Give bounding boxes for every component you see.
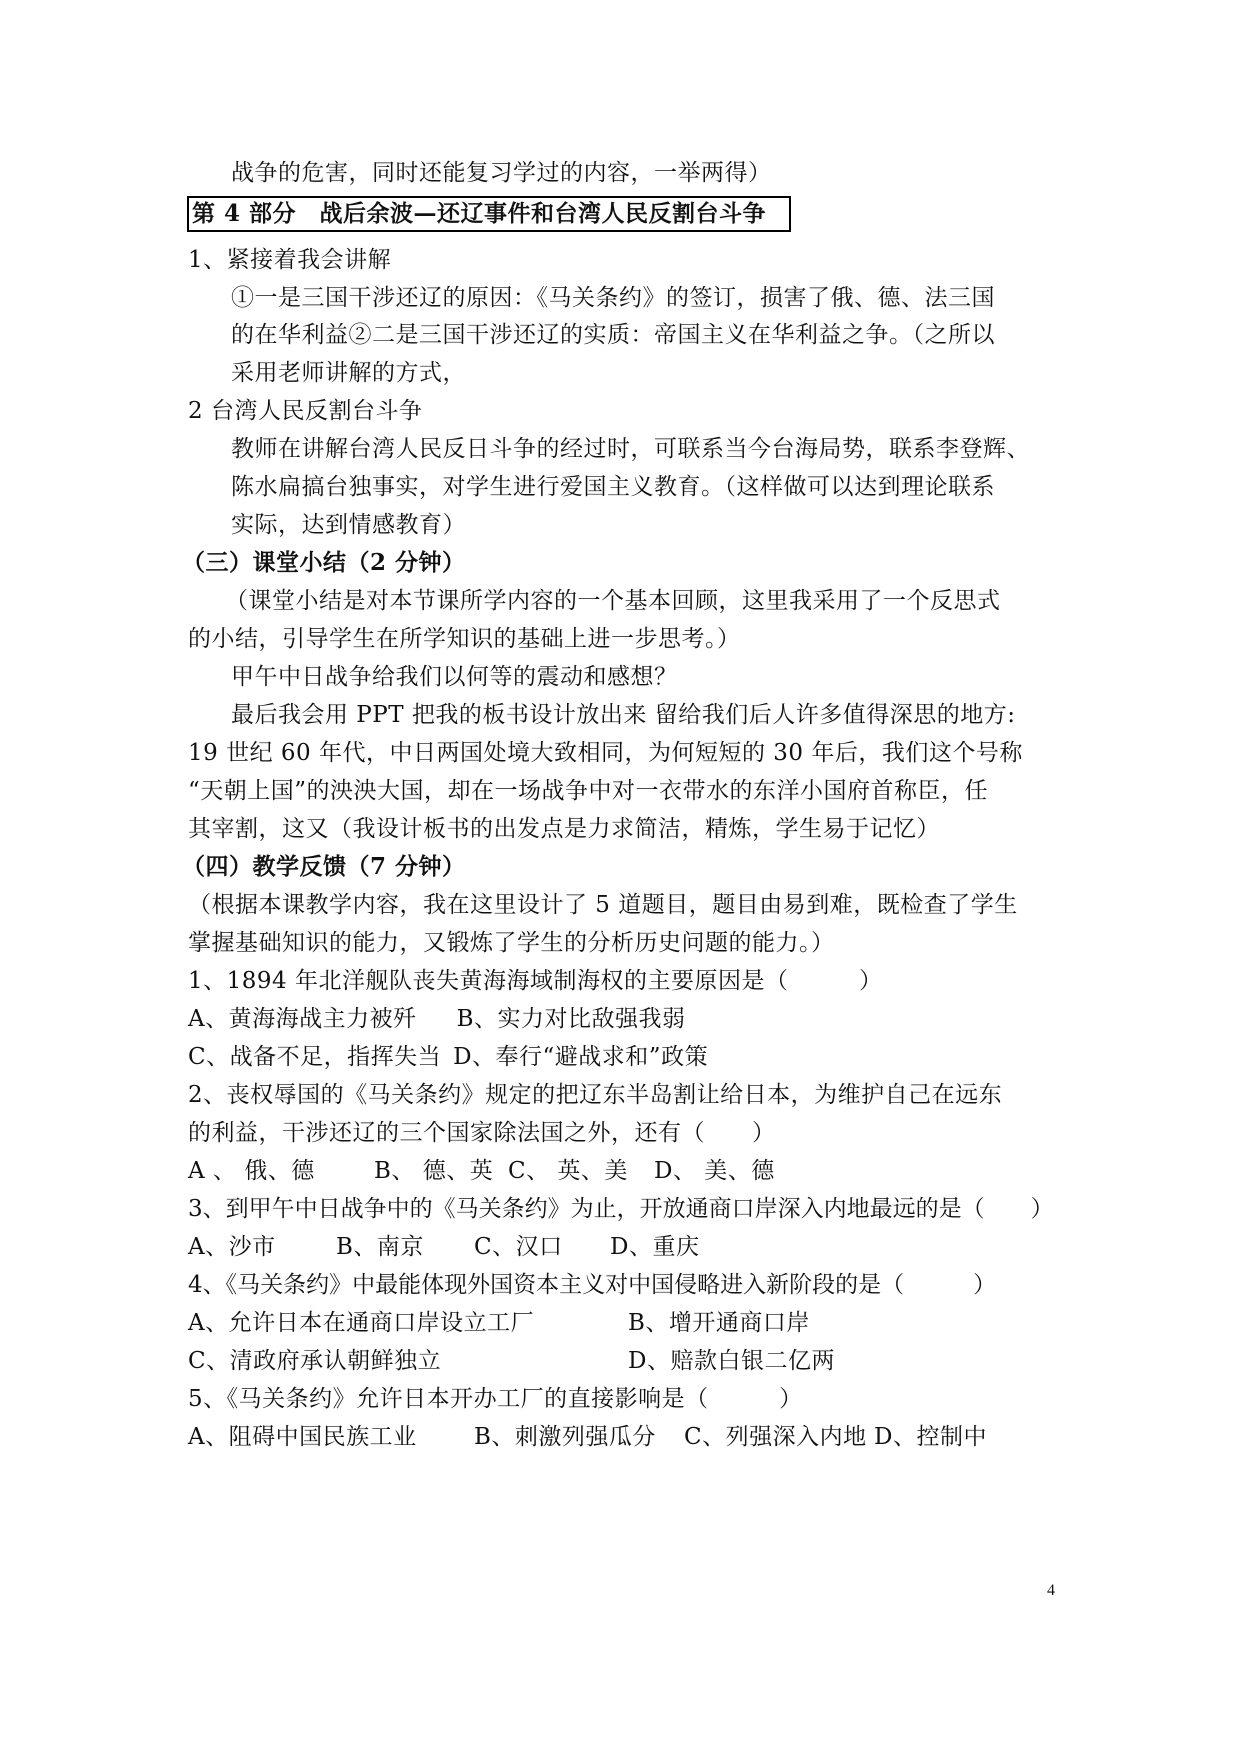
question-3-stem: 3、到甲午中日战争中的《马关条约》为止，开放通商口岸深入内地最远的是（ ）	[188, 1196, 1054, 1222]
text-line: 陈水扁搞台独事实，对学生进行爱国主义教育。（这样做可以达到理论联系	[231, 474, 995, 500]
option-c: C、清政府承认朝鲜独立	[188, 1348, 442, 1374]
section-3-heading: （三）课堂小结（2 分钟）	[182, 549, 466, 576]
option-b: B、增开通商口岸	[628, 1310, 810, 1336]
option-b: B、 德、英	[374, 1158, 494, 1184]
text-line: 的在华利益②二是三国干涉还辽的实质：帝国主义在华利益之争。（之所以	[231, 322, 995, 348]
question-5-stem: 5、《马关条约》允许日本开办工厂的直接影响是（ ）	[188, 1386, 803, 1412]
option-a: A、沙市	[188, 1234, 276, 1260]
text-line: 教师在讲解台湾人民反日斗争的经过时，可联系当今台海局势，联系李登辉、	[231, 436, 1030, 462]
text-line: 采用老师讲解的方式，	[231, 360, 466, 386]
question-2-stem-line1: 2、丧权辱国的《马关条约》规定的把辽东半岛割让给日本，为维护自己在远东	[188, 1082, 1003, 1108]
option-d: D、奉行“避战求和”政策	[453, 1044, 709, 1070]
question-1-options-row1	[188, 1004, 686, 1034]
question-1-stem: 1、1894 年北洋舰队丧失黄海海域制海权的主要原因是（ ）	[188, 968, 883, 994]
text-line: 掌握基础知识的能力，又锻炼了学生的分析历史问题的能力。）	[188, 930, 835, 956]
option-b: B、刺激列强瓜分	[474, 1424, 656, 1450]
option-c: C、列强深入内地	[684, 1424, 867, 1450]
option-a: A、阻碍中国民族工业	[188, 1424, 417, 1450]
option-d: D、赔款白银二亿两	[628, 1348, 835, 1374]
question-4-stem: 4、《马关条约》中最能体现外国资本主义对中国侵略进入新阶段的是（ ）	[188, 1272, 997, 1298]
question-1-options-row2	[188, 1042, 708, 1072]
text-line: 其宰割，这又（我设计板书的出发点是力求简洁，精炼，学生易于记忆）	[188, 816, 940, 842]
option-a: A 、 俄、德	[188, 1158, 315, 1184]
text-line: 最后我会用 PPT 把我的板书设计放出来 留给我们后人许多值得深思的地方:	[231, 702, 1016, 728]
text-line: （根据本课教学内容，我在这里设计了 5 道题目，题目由易到难，既检查了学生	[188, 892, 1018, 918]
text-line: 的小结，引导学生在所学知识的基础上进一步思考。）	[188, 626, 741, 652]
text-line: ①一是三国干涉还辽的原因：《马关条约》的签订，损害了俄、德、法三国	[231, 285, 995, 311]
section-4-heading: 第 4 部分 战后余波—还辽事件和台湾人民反割台斗争	[192, 200, 767, 227]
page-number: 4	[1047, 1582, 1055, 1599]
text-line: （课堂小结是对本节课所学内容的一个基本回顾，这里我采用了一个反思式	[225, 588, 1001, 614]
option-b: B、南京	[336, 1234, 424, 1260]
text-line: 战争的危害，同时还能复习学过的内容，一举两得）	[231, 160, 772, 186]
option-c: C、 英、美	[508, 1158, 628, 1184]
section-4-feedback-heading: （四）教学反馈（7 分钟）	[182, 853, 466, 880]
question-2-stem-line2: 的利益，干涉还辽的三个国家除法国之外，还有（ ）	[188, 1120, 776, 1146]
option-c: C、战备不足，指挥失当	[188, 1044, 442, 1070]
text-line: 19 世纪 60 年代，中日两国处境大致相同，为何短短的 30 年后，我们这个号称	[188, 740, 1023, 766]
text-line: 实际，达到情感教育）	[231, 512, 466, 538]
text-line: “天朝上国”的泱泱大国，却在一场战争中对一衣带水的东洋小国府首称臣，任	[188, 778, 989, 804]
option-a: A、允许日本在通商口岸设立工厂	[188, 1310, 535, 1336]
text-line: 2 台湾人民反割台斗争	[188, 398, 423, 424]
option-d: D、 美、德	[654, 1158, 775, 1184]
option-d: D、控制中	[874, 1424, 987, 1450]
option-a: A、黄海海战主力被歼	[188, 1006, 417, 1032]
text-line: 1、紧接着我会讲解	[188, 247, 392, 273]
text-line: 甲午中日战争给我们以何等的震动和感想？	[231, 664, 678, 690]
option-d: D、重庆	[610, 1234, 700, 1260]
option-c: C、汉口	[474, 1234, 563, 1260]
option-b: B、实力对比敌强我弱	[456, 1006, 686, 1032]
